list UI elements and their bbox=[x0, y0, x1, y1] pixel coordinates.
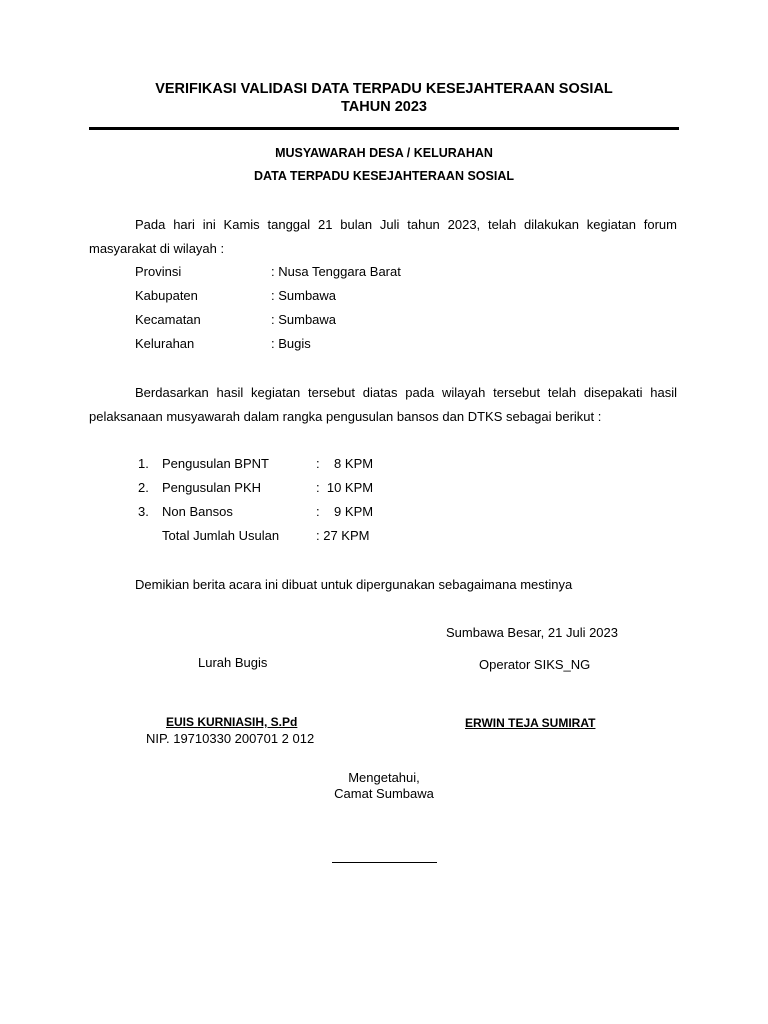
item-label: Non Bansos bbox=[162, 504, 233, 519]
location-value: : Bugis bbox=[271, 336, 311, 351]
header-rule bbox=[89, 127, 679, 130]
total-value: : 27 KPM bbox=[316, 528, 370, 543]
location-value: : Sumbawa bbox=[271, 288, 337, 303]
camat-signature-line bbox=[332, 862, 437, 863]
location-label: Provinsi bbox=[135, 264, 182, 279]
document-title: VERIFIKASI VALIDASI DATA TERPADU KESEJAHTERAAN SOSIAL bbox=[155, 81, 613, 97]
closing-statement: Demikian berita acara ini dibuat untuk dipergunakan sebagaimana mestinya bbox=[135, 577, 573, 592]
document-year: TAHUN 2023 bbox=[341, 99, 427, 115]
item-value: : 9 KPM bbox=[316, 504, 374, 519]
item-value: : 10 KPM bbox=[316, 480, 374, 495]
subtitle-dtks: DATA TERPADU KESEJAHTERAAN SOSIAL bbox=[254, 169, 514, 183]
result-paragraph bbox=[89, 381, 677, 429]
location-label: Kelurahan bbox=[135, 336, 195, 351]
item-value: : 8 KPM bbox=[316, 456, 374, 471]
operator-title: Operator SIKS_NG bbox=[479, 657, 591, 672]
camat-title: Camat Sumbawa bbox=[334, 786, 434, 801]
location-label: Kabupaten bbox=[135, 288, 198, 303]
place-date: Sumbawa Besar, 21 Juli 2023 bbox=[446, 625, 618, 640]
lurah-nip: NIP. 19710330 200701 2 012 bbox=[146, 731, 315, 746]
operator-name: ERWIN TEJA SUMIRAT bbox=[465, 716, 596, 730]
location-value: : Sumbawa bbox=[271, 312, 337, 327]
item-number: 2. bbox=[138, 480, 149, 495]
intro-paragraph bbox=[89, 213, 677, 261]
result-text: Berdasarkan hasil kegiatan tersebut diatas pada wilayah tersebut telah disepakati hasil pelaksanaan musyawarah dalam rangka pengusulan bansos dan DTKS sebagai berikut : bbox=[89, 385, 677, 424]
intro-text: Pada hari ini Kamis tanggal 21 bulan Juli tahun 2023, telah dilakukan kegiatan forum masyarakat di wilayah : bbox=[89, 217, 677, 256]
lurah-name: EUIS KURNIASIH, S.Pd bbox=[166, 715, 298, 729]
item-number: 1. bbox=[138, 456, 149, 471]
location-label: Kecamatan bbox=[135, 312, 201, 327]
subtitle-forum: MUSYAWARAH DESA / KELURAHAN bbox=[275, 146, 493, 160]
location-value: : Nusa Tenggara Barat bbox=[271, 264, 401, 279]
total-label: Total Jumlah Usulan bbox=[162, 528, 280, 543]
lurah-title: Lurah Bugis bbox=[198, 655, 268, 670]
item-label: Pengusulan PKH bbox=[162, 480, 262, 495]
item-label: Pengusulan BPNT bbox=[162, 456, 269, 471]
acknowledge-label: Mengetahui, bbox=[348, 770, 420, 785]
item-number: 3. bbox=[138, 504, 149, 519]
